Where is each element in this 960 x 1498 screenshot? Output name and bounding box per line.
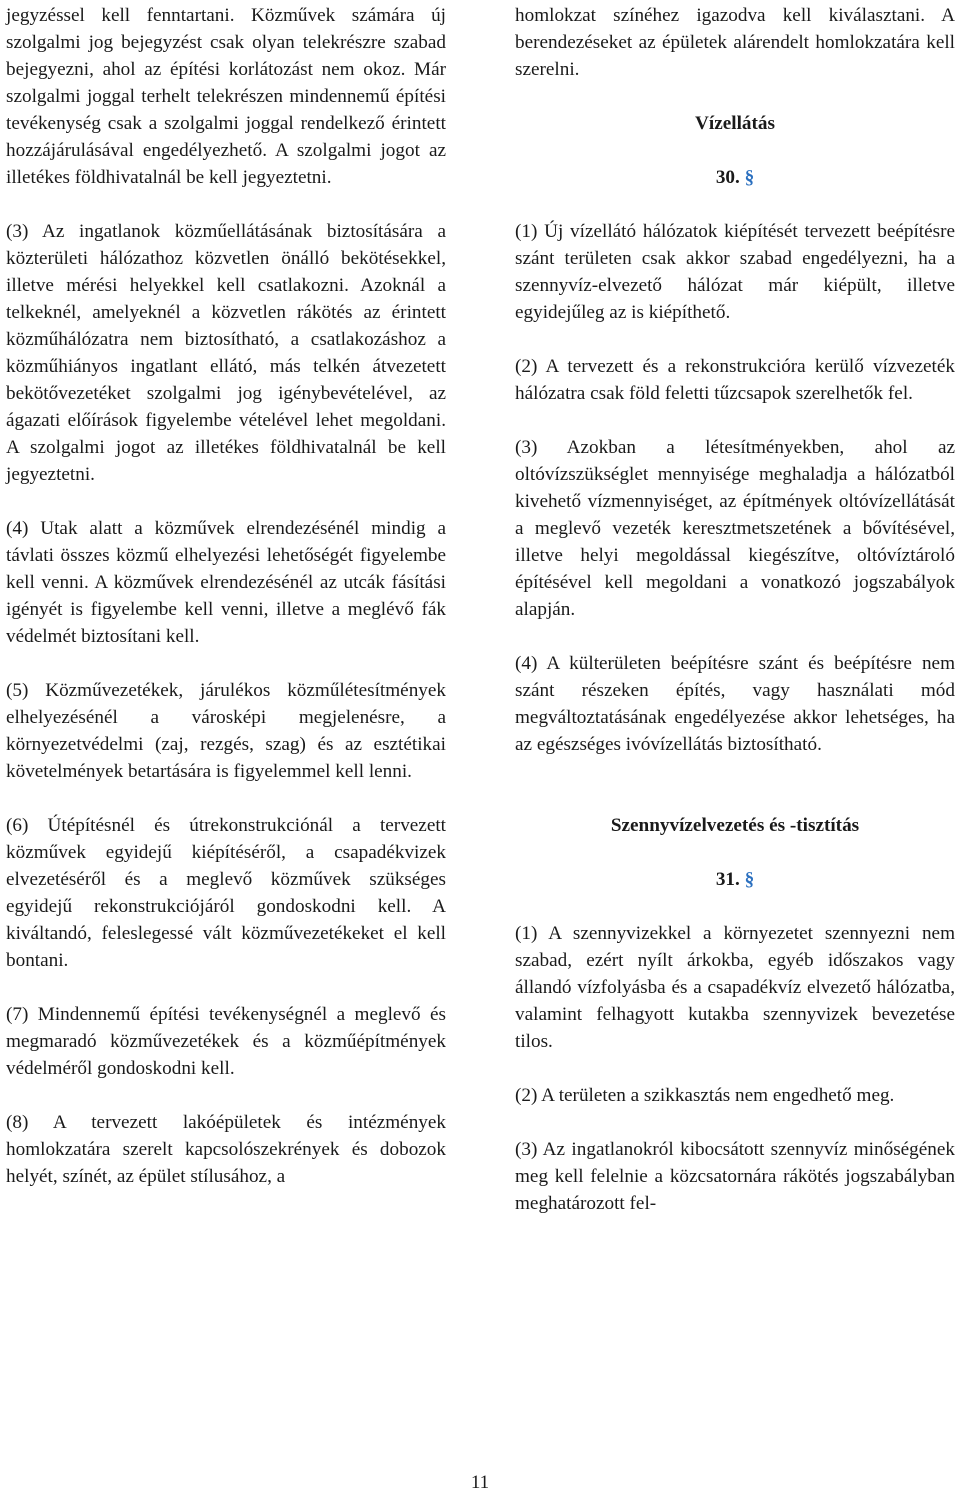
water-paragraph-2: (2) A tervezett és a rekonstrukcióra kerülő vízvezeték hálózatra csak föld feletti tűzcsapok szerelhetők fel. bbox=[515, 356, 955, 404]
heading-water-supply: Vízellátás bbox=[695, 113, 775, 134]
paragraph-7-protection: (7) Mindennemű építési tevékenységnél a meglevő és megmaradó közművezetékek és a közműépítmények védelméről gondoskodni kell. bbox=[6, 1004, 446, 1079]
water-paragraph-3: (3) Azokban a létesítményekben, ahol az oltóvízszükséglet mennyisége meghaladja a hálózatból kivehető vízmennyiséget, az építmények oltóvízellátását a meglevő vezeték keresztmetszetének a bővítésével, illetve helyi megoldással kiegészítve, oltóvíztároló építésével kell megoldani a vonatkozó jogszabályok alapján. bbox=[515, 437, 955, 620]
section-sign-link[interactable]: § bbox=[744, 869, 755, 890]
water-paragraph-4: (4) A külterületen beépítésre szánt és beépítésre nem szánt részeken építés, vagy használati mód megváltoztatásának engedélyezése akkor lehetséges, ha az egészséges ivóvízellátás biztosítható. bbox=[515, 653, 955, 755]
paragraph-5-utility-placement: (5) Közművezetékek, járulékos közműlétesítmények elhelyezésénél a városképi megjelenésre, a környezetvédelmi (zaj, rezgés, szag) és az esztétikai követelmények betartására is figyelemmel kell lenni. bbox=[6, 680, 446, 782]
section-30-title bbox=[515, 164, 955, 191]
sewage-paragraph-3: (3) Az ingatlanokról kibocsátott szennyvíz minőségének meg kell felelnie a közcsatornára rákötés jogszabályban meghatározott fel- bbox=[515, 1139, 955, 1214]
section-sign-link[interactable]: § bbox=[744, 167, 755, 188]
paragraph-4-roads: (4) Utak alatt a közművek elrendezésénél mindig a távlati összes közmű elhelyezési lehetőségét figyelembe kell venni. A közművek elrendezésénél az utcák fásítási igényét is figyelembe kell venni, illetve a meglévő fák védelmét biztosítani kell. bbox=[6, 518, 446, 647]
section-31-title bbox=[515, 866, 955, 893]
paragraph-continuation: jegyzéssel kell fenntartani. Közművek számára új szolgalmi jog bejegyzést csak olyan telekrészre szabad bejegyezni, ahol az építési korlátozást nem okoz. Már szolgalmi joggal terhelt telekrészen mindennemű építési tevékenység csak a szolgalmi joggal rendelkező érintett hozzájárulásával engedélyezhető. A szolgalmi jogot az illetékes földhivatalnál be kell jegyeztetni. bbox=[6, 5, 446, 188]
sewage-paragraph-1: (1) A szennyvizekkel a környezetet szennyezni nem szabad, ezért nyílt árkokba, egyéb időszakos vagy állandó vízfolyásba és a csapadékvíz elvezető hálózatba, valamint felhagyott kutakba szennyvizek bevezetése tilos. bbox=[515, 923, 955, 1052]
right-column bbox=[515, 2, 955, 1244]
page-number: 11 bbox=[470, 1472, 490, 1493]
paragraph-6-road-construction: (6) Útépítésnél és útrekonstrukciónál a tervezett közművek egyidejű kiépítéséről, a csapadékvizek elvezetéséről és a meglevő közművek szükséges egyidejű rekonstrukciójáról gondoskodni kell. A kiváltandó, feleslegessé vált közművezetékeket el kell bontani. bbox=[6, 815, 446, 971]
left-column bbox=[6, 2, 446, 1217]
section-31-number: 31. bbox=[715, 869, 740, 890]
section-30-number: 30. bbox=[715, 167, 740, 188]
sewage-paragraph-2: (2) A területen a szikkasztás nem engedhető meg. bbox=[515, 1085, 895, 1106]
paragraph-3-utility-connections: (3) Az ingatlanok közműellátásának biztosítására a közterületi hálózathoz közvetlen önálló bekötésekkel, illetve mérési helyekkel kell csatlakozni. Azoknál a telkeknél, amelyeknél a közvetlen rákötés az érintett közműhálózatra nem biztosítható, a csatlakozáshoz a közműhiányos ingatlant ellátó, más telkén átvezetett bekötővezetéket szolgalmi jog igénybevételével, az ágazati előírások figyelembe vételével lehet megoldani. A szolgalmi jogot az illetékes földhivatalnál be kell jegyeztetni. bbox=[6, 221, 446, 485]
paragraph-continuation-right: homlokzat színéhez igazodva kell kiválasztani. A berendezéseket az épületek alárendelt homlokzatára kell szerelni. bbox=[515, 5, 955, 80]
heading-sewage: Szennyvízelvezetés és -tisztítás bbox=[610, 815, 860, 836]
paragraph-8-switch-cabinets: (8) A tervezett lakóépületek és intézmények homlokzatára szerelt kapcsolószekrények és dobozok helyét, színét, az épület stílusához, a bbox=[6, 1112, 446, 1187]
water-paragraph-1: (1) Új vízellátó hálózatok kiépítését tervezett beépítésre szánt területen csak akkor szabad engedélyezni, ha a szennyvíz-elvezető hálózat már kiépült, illetve egyidejűleg az is kiépíthető. bbox=[515, 221, 955, 323]
